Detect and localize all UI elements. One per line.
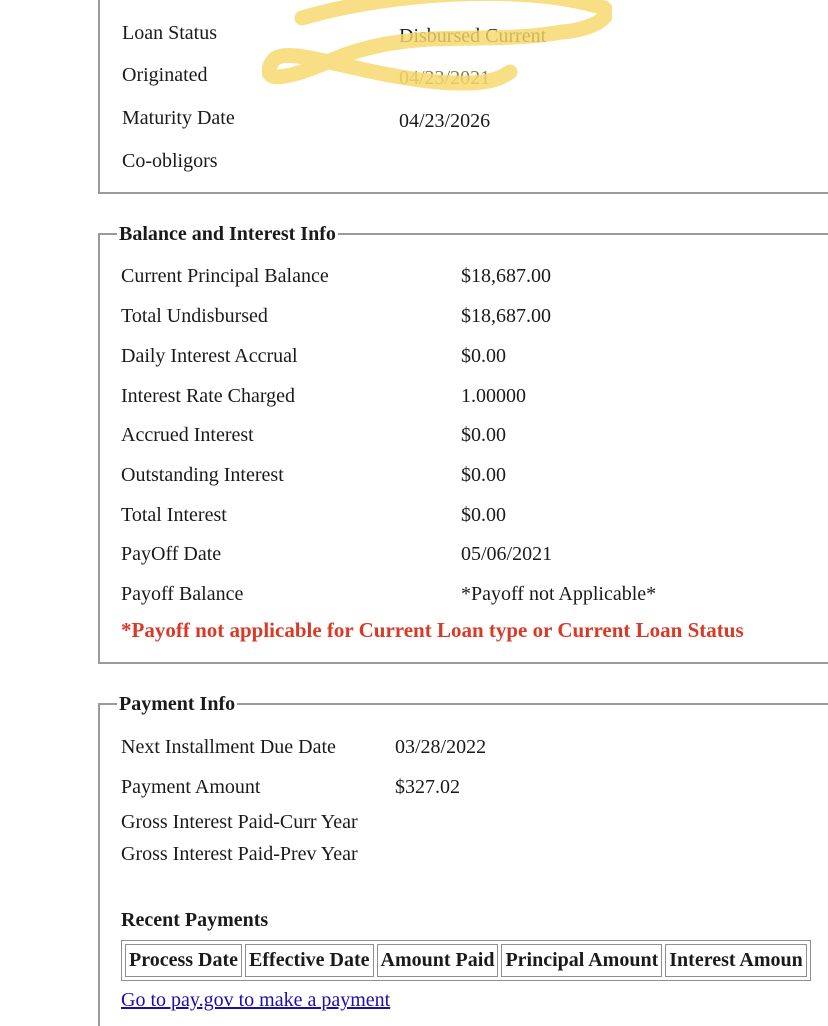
current-principal-balance-value: $18,687.00: [461, 265, 551, 287]
total-interest-value: $0.00: [461, 504, 506, 526]
pay-gov-link[interactable]: Go to pay.gov to make a payment: [121, 989, 391, 1011]
gross-interest-curr-year-label: Gross Interest Paid-Curr Year: [121, 811, 358, 833]
column-header-effective-date: Effective Date: [245, 944, 374, 977]
accrued-interest-value: $0.00: [461, 424, 506, 446]
total-undisbursed-label: Total Undisbursed: [121, 305, 268, 327]
column-header-amount-paid: Amount Paid: [377, 944, 499, 977]
payment-info-legend: Payment Info: [119, 693, 236, 715]
maturity-date-value: 04/23/2026: [399, 110, 491, 132]
next-installment-due-date-label: Next Installment Due Date: [121, 736, 336, 758]
column-header-principal-amount: Principal Amount: [501, 944, 662, 977]
daily-interest-accrual-label: Daily Interest Accrual: [121, 345, 298, 367]
payoff-date-value: 05/06/2021: [461, 543, 553, 565]
co-obligors-label: Co-obligors: [122, 150, 218, 172]
originated-label: Originated: [122, 64, 208, 86]
payoff-balance-value: *Payoff not Applicable*: [461, 583, 657, 605]
column-header-interest-amount: Interest Amoun: [665, 944, 807, 977]
cut-off-value: [399, 0, 404, 8]
loan-status-label: Loan Status: [122, 22, 217, 44]
interest-rate-charged-label: Interest Rate Charged: [121, 385, 296, 407]
recent-payments-table: [121, 940, 811, 981]
payoff-date-label: PayOff Date: [121, 543, 222, 565]
originated-value: 04/23/2021: [399, 67, 491, 89]
outstanding-interest-value: $0.00: [461, 464, 506, 486]
recent-payments-title: Recent Payments: [121, 909, 269, 931]
daily-interest-accrual-value: $0.00: [461, 345, 506, 367]
balance-info-legend: Balance and Interest Info: [119, 223, 336, 245]
payoff-balance-label: Payoff Balance: [121, 583, 244, 605]
gross-interest-prev-year-label: Gross Interest Paid-Prev Year: [121, 843, 358, 865]
payment-amount-label: Payment Amount: [121, 776, 261, 798]
payoff-warning: *Payoff not applicable for Current Loan type or Current Loan Status: [121, 618, 744, 642]
total-undisbursed-value: $18,687.00: [461, 305, 551, 327]
outstanding-interest-label: Outstanding Interest: [121, 464, 284, 486]
interest-rate-charged-value: 1.00000: [461, 385, 526, 407]
accrued-interest-label: Accrued Interest: [121, 424, 254, 446]
total-interest-label: Total Interest: [121, 504, 227, 526]
column-header-process-date: Process Date: [125, 944, 242, 977]
maturity-date-label: Maturity Date: [122, 107, 235, 129]
current-principal-balance-label: Current Principal Balance: [121, 265, 329, 287]
table-header-row: [125, 944, 807, 977]
loan-status-value: Disbursed Current: [399, 25, 547, 47]
payment-amount-value: $327.02: [395, 776, 460, 798]
next-installment-due-date-value: 03/28/2022: [395, 736, 487, 758]
